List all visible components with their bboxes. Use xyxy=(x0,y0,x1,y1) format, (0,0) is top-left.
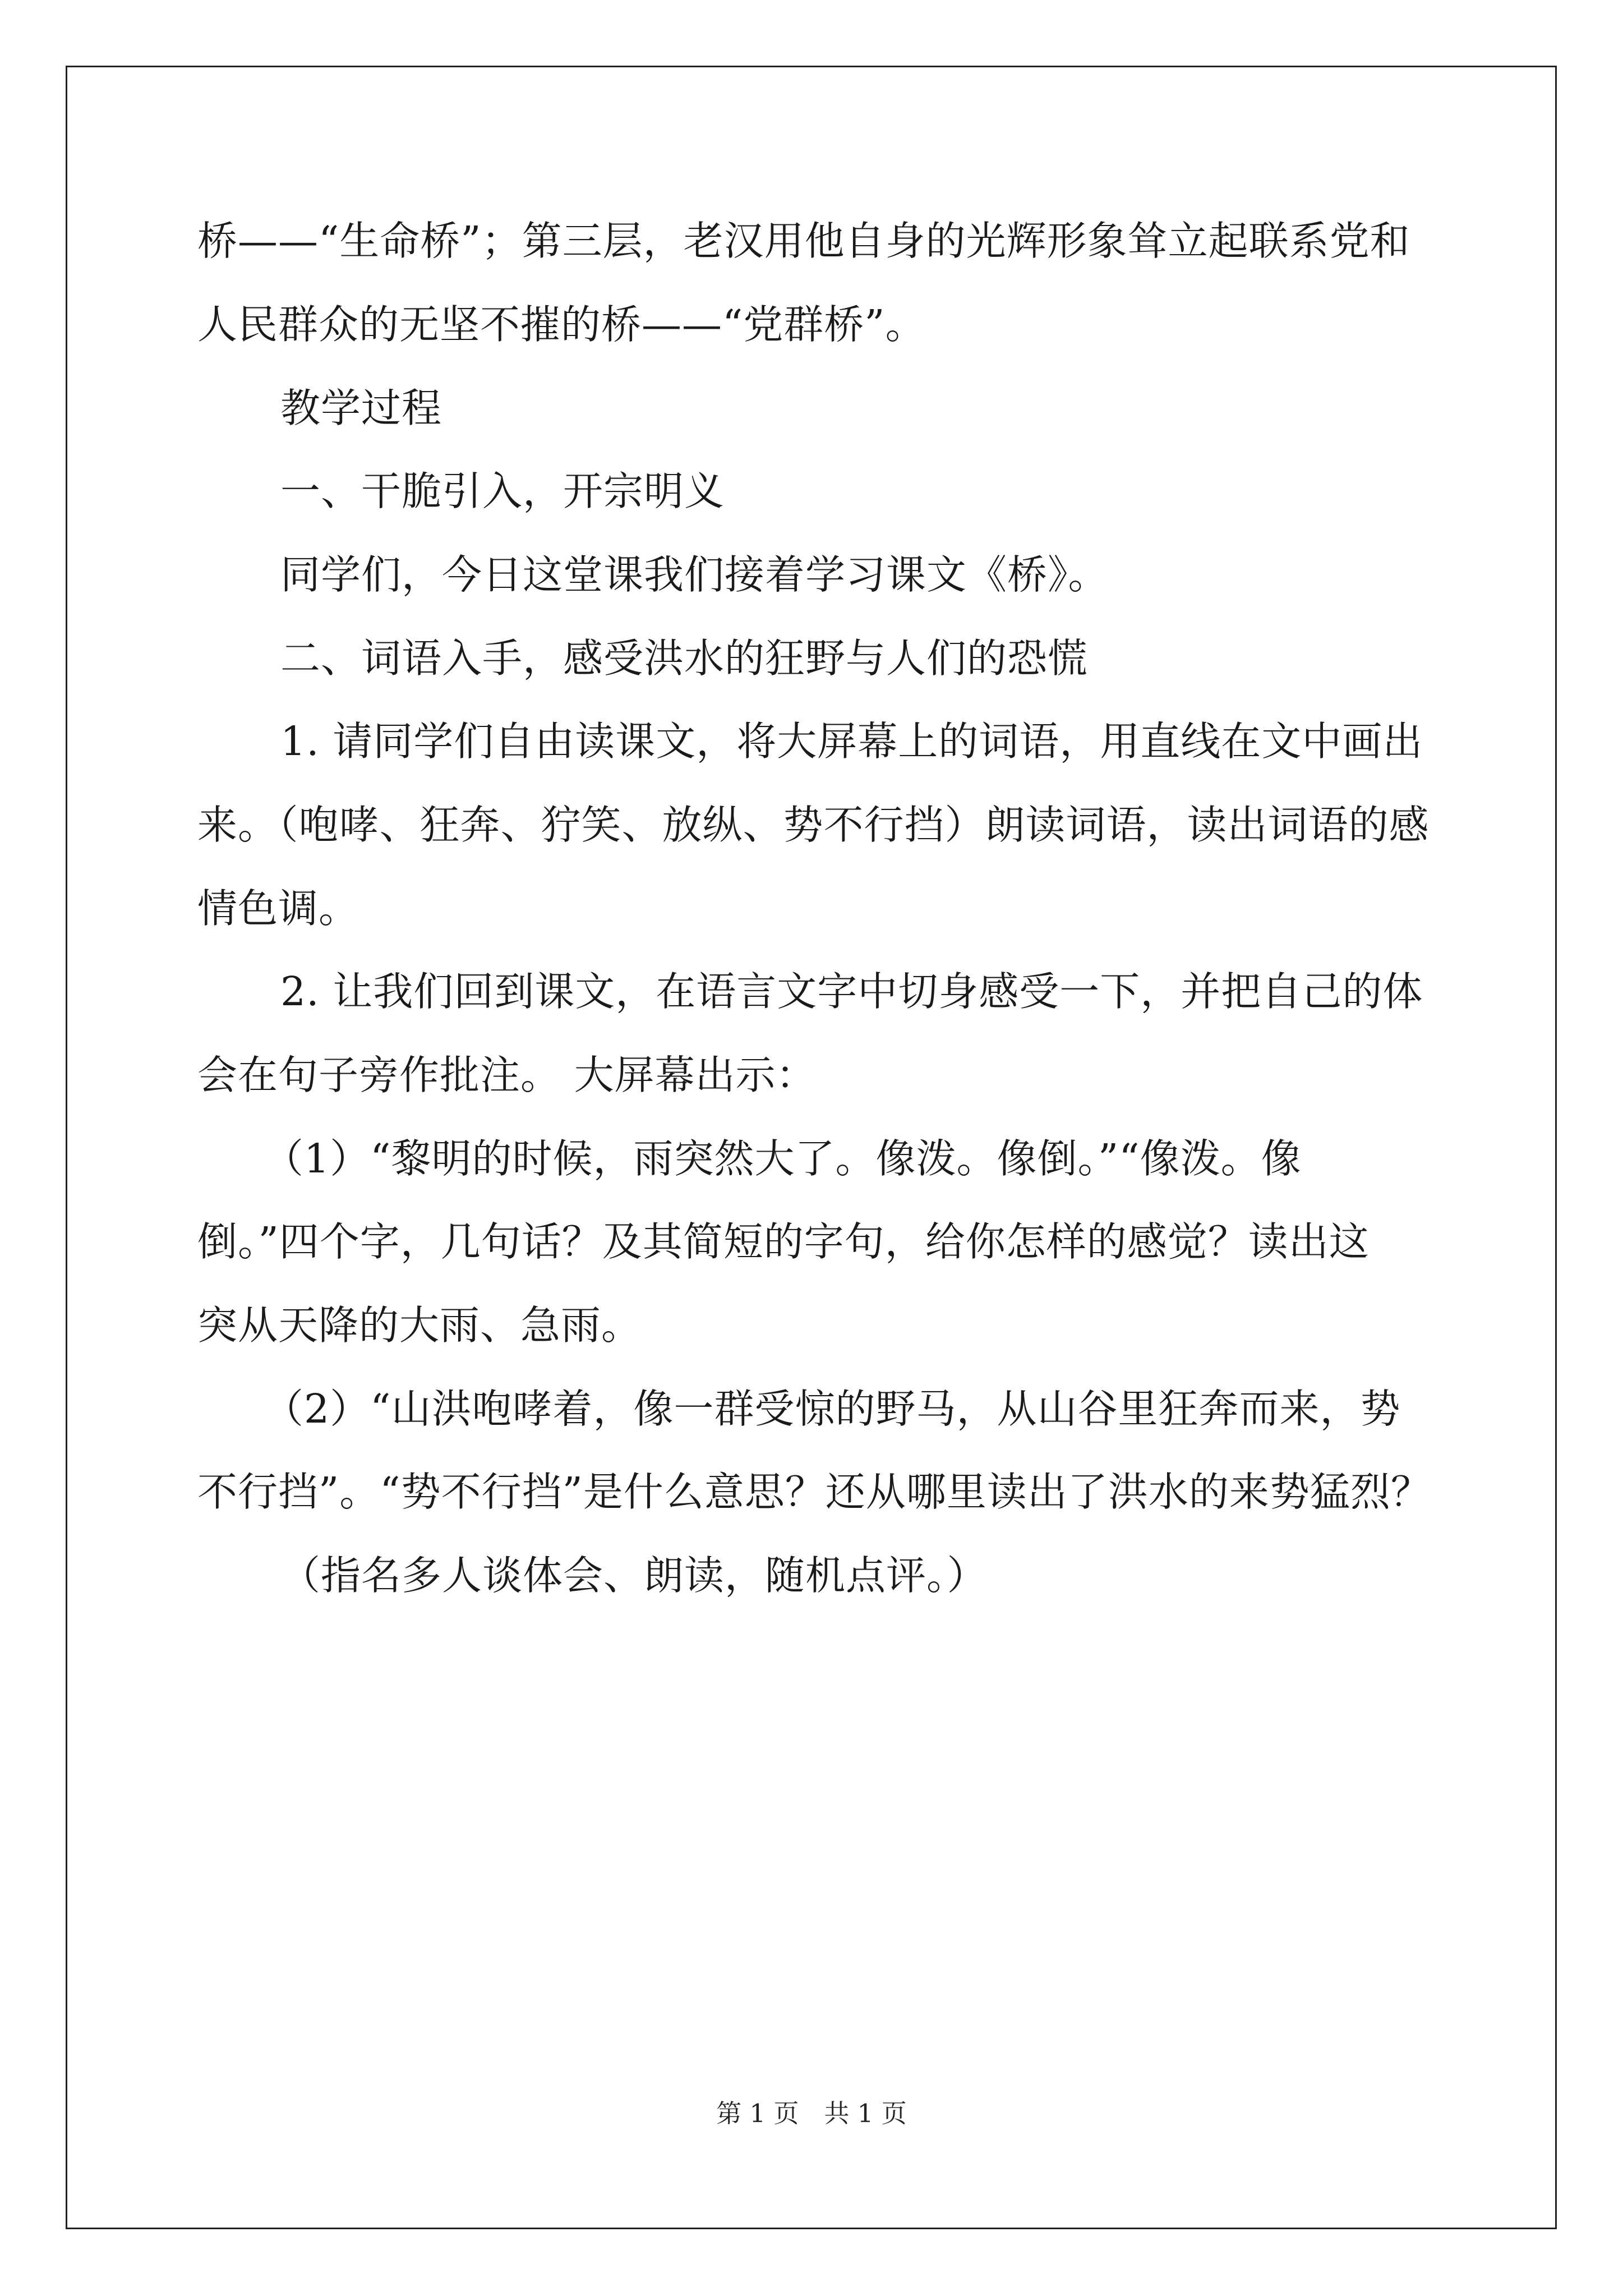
text-line: 不行挡”。“势不行挡”是什么意思？还从哪里读出了洪水的来势猛烈？ xyxy=(197,1469,1431,1515)
text-line: 会在句子旁作批注。 大屏幕出示： xyxy=(197,1052,817,1098)
text-line: （指名多人谈体会、朗读，随机点评。） xyxy=(280,1552,988,1599)
document-body xyxy=(197,213,1431,1604)
text-line: 情色调。 xyxy=(197,885,359,932)
text-line: （1）“黎明的时候，雨突然大了。像泼。像倒。”“像泼。像 xyxy=(264,1135,1302,1182)
text-line: 来。（咆哮、狂奔、狞笑、放纵、势不行挡）朗读词语，读出词语的感 xyxy=(197,802,1430,848)
text-line: （2）“山洪咆哮着，像一群受惊的野马，从山谷里狂奔而来，势 xyxy=(264,1386,1401,1432)
text-line: 同学们，今日这堂课我们接着学习课文《桥》。 xyxy=(280,551,1109,598)
text-line: 突从天降的大雨、急雨。 xyxy=(197,1302,642,1349)
text-line: 人民群众的无坚不摧的桥——“党群桥”。 xyxy=(197,301,926,348)
text-line: 倒。”四个字，几句话？及其简短的字句，给你怎样的感觉？读出这 xyxy=(197,1218,1370,1265)
text-line: 2. 让我们回到课文，在语言文字中切身感受一下，并把自己的体 xyxy=(280,968,1423,1015)
section-heading: 二、词语入手，感受洪水的狂野与人们的恐慌 xyxy=(280,635,1089,682)
section-heading: 教学过程 xyxy=(280,385,442,431)
text-line: 1. 请同学们自由读课文，将大屏幕上的词语，用直线在文中画出 xyxy=(280,718,1423,765)
section-heading: 一、干脆引入，开宗明义 xyxy=(280,468,725,514)
page-number-footer: 第 1 页 共 1 页 xyxy=(716,2099,907,2128)
text-line: 桥——“生命桥”；第三层，老汉用他自身的光辉形象耸立起联系党和 xyxy=(197,218,1410,264)
